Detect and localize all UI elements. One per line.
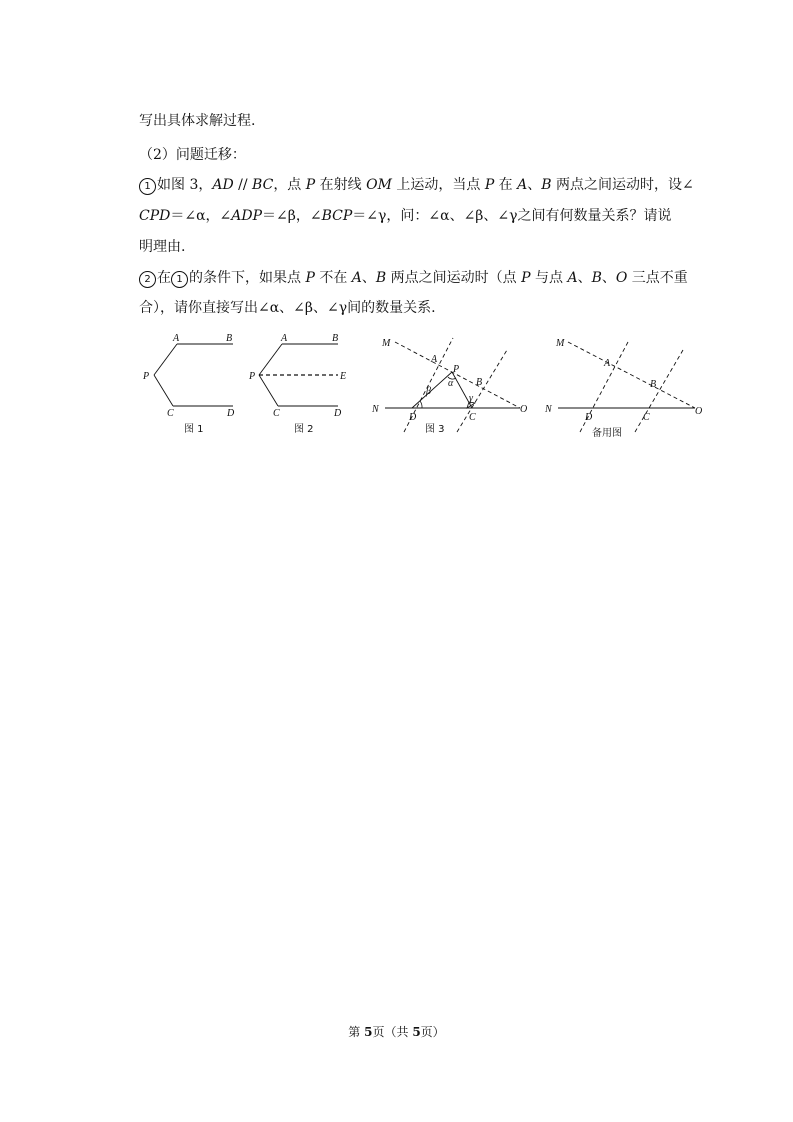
label-c: C (643, 412, 650, 423)
caption-fig-2: 图 2 (294, 424, 314, 435)
label-d: D (409, 412, 417, 423)
text-line-1: 写出具体求解过程. (139, 113, 256, 129)
label-gamma: γ (469, 393, 473, 404)
text-line-5: 明理由. (139, 239, 186, 255)
text-line-7: 合），请你直接写出∠α、∠β、∠γ间的数量关系. (139, 300, 436, 316)
caption-fig-spare: 备用图 (592, 428, 622, 439)
line-pc (154, 375, 173, 406)
label-e: E (340, 371, 347, 382)
figure-2 (243, 328, 358, 438)
circled-number-2: 2 (139, 271, 156, 288)
line-bc (457, 350, 507, 432)
label-d: D (585, 412, 593, 423)
label-b: B (650, 379, 657, 390)
label-c: C (273, 408, 280, 419)
label-n: N (372, 404, 379, 415)
caption-fig-3: 图 3 (425, 424, 445, 435)
label-c: C (469, 412, 476, 423)
label-o: O (520, 404, 528, 415)
text-line-6: 2 在 1 的条件下，如果点 P 不在 A、B 两点之间运动时（点 P 与点 A、B、O 三点不重 (139, 268, 669, 288)
page-footer: 第 5页（共 5页） (348, 1025, 445, 1039)
label-alpha: α (448, 378, 454, 389)
label-b: B (226, 333, 233, 344)
circled-number-1-ref: 1 (171, 271, 188, 288)
caption-fig-1: 图 1 (184, 424, 204, 435)
label-p: P (249, 371, 256, 382)
line-pc (259, 375, 278, 406)
segment-pd (412, 372, 452, 408)
arc-beta (420, 401, 422, 408)
label-d: D (334, 408, 342, 419)
label-n: N (545, 404, 552, 415)
label-a: A (281, 333, 288, 344)
text-line-4: CPD＝∠α，∠ADP＝∠β，∠BCP＝∠γ，问：∠α、∠β、∠γ之间有何数量关系？请说 (139, 208, 672, 224)
label-d: D (227, 408, 235, 419)
label-a: A (431, 354, 438, 365)
label-m: M (382, 338, 391, 349)
line-ap (154, 344, 177, 375)
label-beta: β (426, 386, 431, 397)
label-o: O (695, 406, 703, 417)
text-line-2: （2）问题迁移： (139, 147, 246, 163)
label-b: B (476, 377, 483, 388)
figure-3 (365, 328, 535, 438)
label-c: C (167, 408, 174, 419)
line-ap (259, 344, 282, 375)
circled-number-1: 1 (139, 178, 156, 195)
ray-om (568, 342, 695, 408)
figure-spare (540, 328, 710, 443)
text-line-3: 1 如图 3，AD // BC，点 P 在射线 OM 上运动，当点 P 在 A、B 两点之间运动时，设∠ (139, 175, 669, 195)
figure-1 (138, 328, 243, 438)
label-p: P (453, 364, 460, 375)
label-a: A (173, 333, 180, 344)
label-m: M (556, 338, 565, 349)
label-a: A (604, 358, 611, 369)
label-p: P (143, 371, 150, 382)
label-b: B (332, 333, 339, 344)
ray-om (395, 342, 520, 408)
